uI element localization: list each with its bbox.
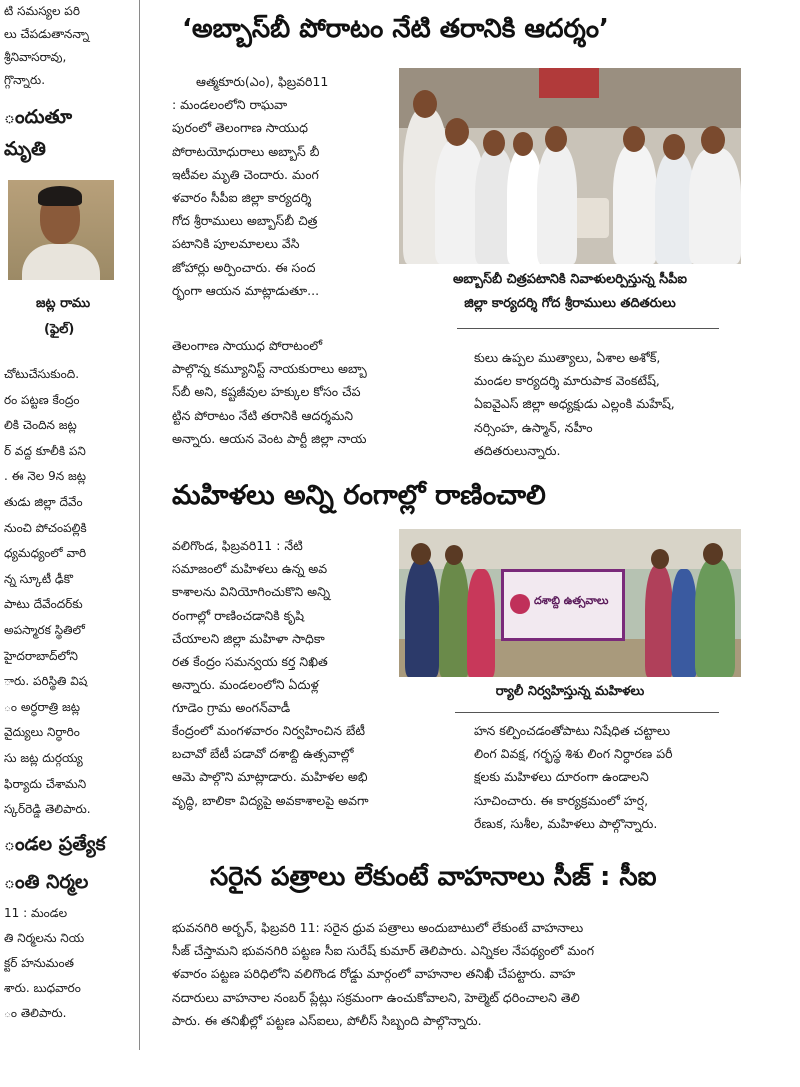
left-text-line: లికి చెందిన జట్ల bbox=[4, 418, 77, 433]
article2-photo bbox=[399, 529, 741, 677]
left-text-line: . ఈ నెల 9న జట్ల bbox=[4, 469, 87, 484]
left-text-line: ధ్యమధ్యంలో వారి bbox=[4, 546, 87, 561]
left-text-line: చోటుచేసుకుంది. bbox=[4, 367, 80, 381]
text-line: ళవారం పట్టణ పరిధిలోని వలిగొండ రోడ్డు మార్గంలో వాహనాల తనిఖీ చేపట్టారు. వాహ bbox=[172, 966, 576, 982]
left-headline-line: మృతి bbox=[4, 138, 46, 160]
left-text-line: ఫిర్యాదు చేశామని bbox=[4, 776, 87, 791]
text-line: ఏఐవైఎస్ జిల్లా అధ్యక్షుడు ఎల్లంకి మహేష్, bbox=[474, 396, 675, 412]
caption-rule bbox=[457, 328, 719, 329]
text-line: చేయాలని జిల్లా మహిళా సాధికా bbox=[172, 630, 325, 646]
article1-column2 bbox=[474, 346, 740, 462]
photo-caption: (ఫైల్) bbox=[44, 322, 75, 337]
left-text-line: ర్ వద్ద కూలీకి పని bbox=[4, 443, 86, 458]
text-line: వృద్ధి, బాలికా విద్యపై అవకాశాలపై అవగా bbox=[172, 792, 369, 808]
text-line: హన కల్పించడంతోపాటు నిషేధిత చట్టాలు bbox=[474, 723, 671, 738]
text-line: బచావో బేటీ పడావో దశాబ్ది ఉత్సవాల్లో bbox=[172, 746, 354, 762]
text-line: కులు ఉప్పల ముత్యాలు, ఏశాల అశోక్, bbox=[474, 350, 661, 365]
text-line: క్షలకు మహిళలు దూరంగా ఉండాలని bbox=[474, 769, 649, 785]
text-line: వలిగొండ, ఫిబ్రవరి11 : నేటి bbox=[172, 538, 303, 553]
text-line: కాశాలను వినియోగించుకొని అన్ని bbox=[172, 584, 331, 600]
left-text-line: ారు. పరిస్థితి విష bbox=[4, 674, 88, 689]
headline-article1: ‘అబ్బాస్‌బీ పోరాటం నేటి తరానికి ఆదర్శం’ bbox=[182, 14, 609, 44]
left-headline-line: ంతి నిర్మల bbox=[4, 871, 89, 893]
left-text-line: తుడు జిల్లా దేవేం bbox=[4, 495, 83, 509]
left-text-line: హైదరాబాద్‌లోని bbox=[4, 648, 78, 663]
text-line: కేంద్రంలో మంగళవారం నిర్వహించిన బేటీ bbox=[172, 723, 365, 738]
text-line: అన్నారు. ఆయన వెంట పార్టీ జిల్లా నాయ bbox=[172, 430, 367, 446]
left-text-line: గ్గొన్నారు. bbox=[4, 73, 46, 87]
article1-photo-caption bbox=[399, 268, 741, 316]
obituary-photo bbox=[8, 180, 114, 280]
text-line: ఆమె పాల్గొని మాట్లాడారు. మహిళల అభి bbox=[172, 769, 368, 785]
article2-column1-continued bbox=[172, 719, 458, 812]
left-text-line: అపస్మారక స్థితిలో bbox=[4, 623, 85, 637]
left-headline-line: ందుతూ bbox=[4, 106, 73, 128]
left-text-line: ం తెలిపారు. bbox=[4, 1006, 67, 1020]
left-text-line: టి సమస్యల పరి bbox=[4, 4, 80, 18]
caption-line: జిల్లా కార్యదర్శి గోద శ్రీరాములు తదితరులు bbox=[464, 296, 676, 311]
text-line: తెలంగాణ సాయుధ పోరాటంలో bbox=[172, 338, 323, 353]
text-line: ఇటీవల మృతి చెందారు. మంగ bbox=[172, 166, 319, 182]
headline-article3: సరైన పత్రాలు లేకుంటే వాహనాలు సీజ్ : సీఐ bbox=[210, 862, 657, 892]
text-line: పారు. ఈ తనిఖీల్లో పట్టణ ఎస్ఐలు, పోలీస్ సిబ్బంది పాల్గొన్నారు. bbox=[172, 1012, 482, 1028]
text-line: రేణుక, సుశీల, మహిళలు పాల్గొన్నారు. bbox=[474, 815, 658, 831]
text-line: నదారులు వాహనాల నంబర్ ప్లేట్లు సక్రమంగా ఉంచుకోవాలని, హెల్మెట్ ధరించాలని తెలి bbox=[172, 989, 580, 1005]
article2-column1 bbox=[172, 534, 386, 720]
left-text-line: తి నిర్మలను నియ bbox=[4, 931, 85, 945]
article1-photo bbox=[399, 68, 741, 264]
caption-rule bbox=[455, 712, 719, 713]
text-line: సమాజంలో మహిళలు ఉన్న అవ bbox=[172, 561, 328, 577]
headline-article2: మహిళలు అన్ని రంగాల్లో రాణించాలి bbox=[172, 480, 546, 511]
text-line: పురంలో తెలంగాణ సాయుధ bbox=[172, 120, 308, 136]
left-column bbox=[0, 0, 132, 1087]
text-line: సూచించారు. ఈ కార్యక్రమంలో హర్ష, bbox=[474, 792, 649, 808]
text-line: : మండలంలోని రాఘవా bbox=[172, 97, 288, 113]
article1-column1 bbox=[172, 70, 386, 302]
left-text-line: ం అర్ధరాత్రి జట్ల bbox=[4, 699, 81, 714]
left-text-line: రం పట్టణ కేంద్రం bbox=[4, 392, 80, 407]
text-line: ర్భంగా ఆయన మాట్లాడుతూ... bbox=[172, 282, 320, 298]
text-line: ట్టిన పోరాటం నేటి తరానికి ఆదర్శమని bbox=[172, 407, 354, 423]
left-text-line: వైద్యులు నిర్ధారిం bbox=[4, 725, 80, 740]
text-line: లింగ వివక్ష, గర్భస్థ శిశు లింగ నిర్ధారణ పరీ bbox=[474, 746, 673, 762]
text-line: స్‌బీ అని, కష్టజీవుల హక్కుల కోసం చేప bbox=[172, 384, 361, 400]
text-line: నర్సింహ, ఉస్మాన్, నహీం bbox=[474, 419, 593, 435]
left-text-line: నుంచి పోచంపల్లికి bbox=[4, 520, 87, 535]
banner-text: దశాబ్ది ఉత్సవాలు bbox=[534, 594, 609, 607]
rally-banner bbox=[501, 569, 625, 641]
left-text-line: 11 : మండల bbox=[4, 906, 68, 920]
text-line: పటానికి పూలమాలలు వేసి bbox=[172, 236, 300, 252]
left-text-line: శారు. బుధవారం bbox=[4, 981, 81, 995]
left-text-line: స్కర్‌రెడ్డి తెలిపారు. bbox=[4, 802, 91, 817]
text-line: భువనగిరి అర్బన్, ఫిబ్రవరి 11: సరైన ధ్రువ పత్రాలు అందుబాటులో లేకుంటే వాహనాలు bbox=[172, 920, 584, 935]
left-headline-line: ండల ప్రత్యేక bbox=[4, 833, 106, 855]
text-line: తదితరులున్నారు. bbox=[474, 442, 561, 458]
left-text-line: పాటు దేవేందర్‌కు bbox=[4, 597, 83, 612]
column-divider bbox=[139, 0, 140, 1050]
text-line: జోహార్లు అర్పించారు. ఈ సంద bbox=[172, 259, 316, 275]
left-text-line: క్టర్ హనుమంత bbox=[4, 956, 74, 970]
article2-photo-caption: ర్యాలీ నిర్వహిస్తున్న మహిళలు bbox=[495, 684, 645, 699]
text-line: మండల కార్యదర్శి మారుపాక వెంకటేష్, bbox=[474, 373, 660, 389]
text-line: గూడెం గ్రామ అంగన్‌వాడీ bbox=[172, 700, 291, 716]
caption-line: అబ్బాస్‌బీ చిత్రపటానికి నివాళులర్పిస్తున్న సీపీఐ bbox=[453, 272, 687, 287]
text-line: పోరాటయోధురాలు అబ్బాస్ బీ bbox=[172, 143, 320, 159]
text-line: ళవారం సీపీఐ జిల్లా కార్యదర్శి bbox=[172, 190, 312, 206]
article2-column2 bbox=[474, 719, 740, 835]
text-line: అన్నారు. మండలంలోని ఏదుళ్ల bbox=[172, 677, 319, 693]
left-text-line: న్న స్కూటీ ఢీకొ bbox=[4, 571, 74, 586]
left-text-line: సు జట్ల దుర్గయ్య bbox=[4, 751, 83, 765]
text-line: గోద శ్రీరాములు అబ్బాస్‌బీ చిత్ర bbox=[172, 213, 318, 229]
text-line: రంగాల్లో రాణించడానికి కృషి bbox=[172, 607, 305, 623]
left-text-line: శ్రీనివాసరావు, bbox=[4, 50, 67, 64]
article1-column1-continued bbox=[172, 334, 442, 450]
text-line: ఆత్మకూరు(ఎం), ఫిబ్రవరి11 bbox=[196, 74, 329, 89]
text-line: రత కేంద్రం సమన్వయ కర్త నిఖిత bbox=[172, 654, 328, 670]
photo-caption: జట్ల రాము bbox=[36, 296, 91, 311]
left-text-line: లు చేపడుతానన్నా bbox=[4, 27, 90, 41]
article3-body bbox=[172, 916, 744, 1032]
text-line: పాల్గొన్న కమ్యూనిస్ట్ నాయకురాలు అబ్బా bbox=[172, 361, 367, 377]
text-line: సీజ్ చేస్తామని భువనగిరి పట్టణ సీఐ సురేష్ కుమార్ తెలిపారు. ఎన్నికల నేపథ్యంలో మంగ bbox=[172, 943, 595, 959]
